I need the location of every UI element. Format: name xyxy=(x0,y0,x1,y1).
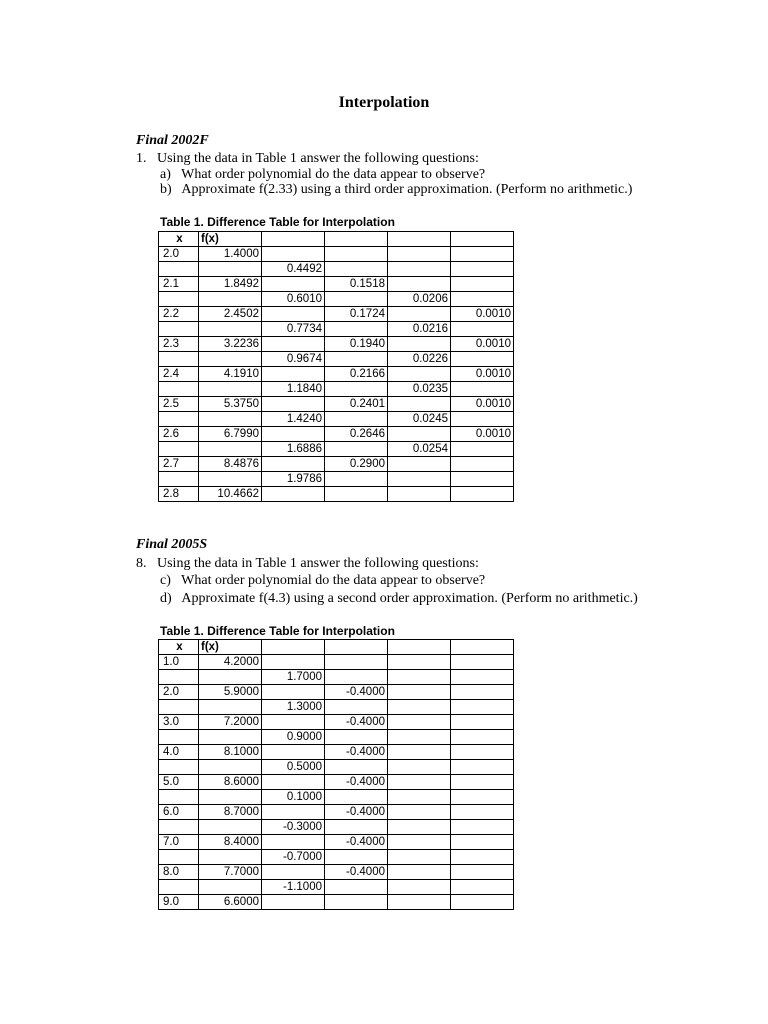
table-cell: 3.0 xyxy=(159,715,199,730)
table-row xyxy=(159,382,514,397)
table-cell xyxy=(388,277,451,292)
table-cell xyxy=(199,820,262,835)
table-cell xyxy=(159,880,199,895)
table-cell xyxy=(451,322,514,337)
table-row xyxy=(159,322,514,337)
table-cell: -1.1000 xyxy=(262,880,325,895)
table-cell: 8.4000 xyxy=(199,835,262,850)
table-cell: 0.2401 xyxy=(325,397,388,412)
table-cell xyxy=(451,775,514,790)
table-cell xyxy=(199,730,262,745)
table-row xyxy=(159,247,514,262)
table-cell xyxy=(325,382,388,397)
table-cell xyxy=(262,487,325,502)
table-cell: 2.0 xyxy=(159,247,199,262)
question-1 xyxy=(136,151,479,167)
table-cell xyxy=(451,352,514,367)
table-cell xyxy=(325,880,388,895)
table-cell: 1.4000 xyxy=(199,247,262,262)
table-row xyxy=(159,880,514,895)
table-cell xyxy=(451,880,514,895)
table-row xyxy=(159,745,514,760)
table-cell xyxy=(159,670,199,685)
table-cell: 0.0206 xyxy=(388,292,451,307)
table-cell: 5.0 xyxy=(159,775,199,790)
table-cell xyxy=(325,850,388,865)
table-row xyxy=(159,805,514,820)
table-cell: 0.5000 xyxy=(262,760,325,775)
table-row xyxy=(159,670,514,685)
table-cell xyxy=(451,262,514,277)
table-header-cell: f(x) xyxy=(199,232,262,247)
table-cell xyxy=(388,745,451,760)
table-caption: Table 1. Difference Table for Interpolation xyxy=(160,624,395,638)
table-cell: 0.9000 xyxy=(262,730,325,745)
table-cell xyxy=(388,835,451,850)
table-cell xyxy=(451,835,514,850)
table-cell xyxy=(262,835,325,850)
table-cell xyxy=(199,322,262,337)
table-cell: 4.0 xyxy=(159,745,199,760)
table-cell xyxy=(451,790,514,805)
table-header-cell: f(x) xyxy=(199,640,262,655)
table-cell xyxy=(159,472,199,487)
table-cell xyxy=(199,880,262,895)
table-cell: 0.9674 xyxy=(262,352,325,367)
table-header-cell xyxy=(325,232,388,247)
table-row xyxy=(159,790,514,805)
table-cell xyxy=(159,760,199,775)
table-cell xyxy=(388,397,451,412)
table-cell xyxy=(325,412,388,427)
table-caption: Table 1. Difference Table for Interpolation xyxy=(160,215,395,229)
table-cell xyxy=(262,775,325,790)
table-cell: 0.0010 xyxy=(451,337,514,352)
table-cell xyxy=(325,292,388,307)
table-row xyxy=(159,820,514,835)
table-cell xyxy=(388,805,451,820)
table-cell xyxy=(451,412,514,427)
table-cell xyxy=(388,850,451,865)
table-cell: -0.3000 xyxy=(262,820,325,835)
table-cell xyxy=(388,715,451,730)
part-label: d) xyxy=(160,591,172,606)
part-label: a) xyxy=(160,167,171,182)
table-cell xyxy=(159,790,199,805)
table-cell xyxy=(262,247,325,262)
table-cell xyxy=(159,382,199,397)
table-cell: 4.2000 xyxy=(199,655,262,670)
table-header-cell xyxy=(325,640,388,655)
table-cell xyxy=(451,715,514,730)
question-8 xyxy=(136,556,479,572)
table-cell xyxy=(199,760,262,775)
table-cell xyxy=(199,670,262,685)
table-cell: 1.6886 xyxy=(262,442,325,457)
table-cell xyxy=(159,292,199,307)
table-cell xyxy=(325,322,388,337)
table-row xyxy=(159,487,514,502)
table-cell xyxy=(451,850,514,865)
table-cell xyxy=(388,895,451,910)
table-cell xyxy=(388,337,451,352)
table-cell xyxy=(388,487,451,502)
table-row xyxy=(159,655,514,670)
table-cell xyxy=(199,352,262,367)
table-cell xyxy=(388,865,451,880)
part-text: What order polynomial do the data appear to observe? xyxy=(181,167,486,182)
table-cell xyxy=(325,895,388,910)
table-cell: 0.1518 xyxy=(325,277,388,292)
table-row xyxy=(159,730,514,745)
table-cell: 2.6 xyxy=(159,427,199,442)
table-cell: 1.0 xyxy=(159,655,199,670)
table-cell xyxy=(325,700,388,715)
table-cell xyxy=(199,850,262,865)
table-cell: 0.1000 xyxy=(262,790,325,805)
table-cell xyxy=(451,805,514,820)
table-cell xyxy=(262,427,325,442)
question-text: Using the data in Table 1 answer the following questions: xyxy=(157,151,479,166)
table-cell xyxy=(159,442,199,457)
table-row xyxy=(159,292,514,307)
table-cell: 2.4502 xyxy=(199,307,262,322)
table-cell: 2.1 xyxy=(159,277,199,292)
table-cell xyxy=(262,865,325,880)
table-cell: 9.0 xyxy=(159,895,199,910)
table-header-cell xyxy=(262,640,325,655)
table-row xyxy=(159,397,514,412)
table-cell xyxy=(388,880,451,895)
table-cell xyxy=(325,472,388,487)
table-cell xyxy=(199,262,262,277)
table-header-cell xyxy=(388,640,451,655)
table-row xyxy=(159,427,514,442)
table-cell xyxy=(388,472,451,487)
table-cell: 8.1000 xyxy=(199,745,262,760)
table-header-cell: x xyxy=(159,640,199,655)
table-cell xyxy=(388,307,451,322)
table-cell xyxy=(262,715,325,730)
table-cell: 2.0 xyxy=(159,685,199,700)
table-cell xyxy=(451,685,514,700)
table-cell xyxy=(451,865,514,880)
question-number: 1. xyxy=(136,151,147,166)
table-header-row xyxy=(159,640,514,655)
table-cell: -0.7000 xyxy=(262,850,325,865)
table-cell: -0.4000 xyxy=(325,835,388,850)
table-cell xyxy=(325,655,388,670)
table-cell: 2.5 xyxy=(159,397,199,412)
table-row xyxy=(159,685,514,700)
table-cell: 8.4876 xyxy=(199,457,262,472)
table-cell xyxy=(159,352,199,367)
table-cell xyxy=(262,655,325,670)
table-cell: 0.0226 xyxy=(388,352,451,367)
table-cell: 0.0235 xyxy=(388,382,451,397)
table-cell: 8.7000 xyxy=(199,805,262,820)
table-cell xyxy=(325,442,388,457)
table-cell: -0.4000 xyxy=(325,715,388,730)
table-cell: 0.0010 xyxy=(451,307,514,322)
table-cell xyxy=(325,352,388,367)
table-cell xyxy=(262,895,325,910)
table-cell xyxy=(325,247,388,262)
table-cell xyxy=(388,262,451,277)
table-cell xyxy=(325,790,388,805)
table-cell: 4.1910 xyxy=(199,367,262,382)
question-part-c xyxy=(160,573,485,589)
table-cell: 0.0010 xyxy=(451,427,514,442)
table-cell xyxy=(262,745,325,760)
table-header-cell: x xyxy=(159,232,199,247)
table-cell: 2.4 xyxy=(159,367,199,382)
table-cell: 8.6000 xyxy=(199,775,262,790)
table-cell xyxy=(388,775,451,790)
table-cell xyxy=(388,427,451,442)
question-part-d xyxy=(160,591,638,607)
table-row xyxy=(159,850,514,865)
table-cell: 0.6010 xyxy=(262,292,325,307)
table-cell xyxy=(451,745,514,760)
table-cell xyxy=(451,655,514,670)
table-cell: 0.2646 xyxy=(325,427,388,442)
table-row xyxy=(159,262,514,277)
table-cell: -0.4000 xyxy=(325,805,388,820)
table-header-cell xyxy=(262,232,325,247)
table-cell xyxy=(325,262,388,277)
table-cell xyxy=(159,262,199,277)
table-cell xyxy=(262,457,325,472)
table-cell: 1.3000 xyxy=(262,700,325,715)
table-cell: 0.4492 xyxy=(262,262,325,277)
table-cell xyxy=(325,820,388,835)
table-cell xyxy=(451,442,514,457)
table-cell xyxy=(199,472,262,487)
table-cell: 1.4240 xyxy=(262,412,325,427)
part-label: b) xyxy=(160,182,172,197)
table-cell xyxy=(159,820,199,835)
table-row xyxy=(159,472,514,487)
table-cell xyxy=(388,790,451,805)
table-cell: 7.7000 xyxy=(199,865,262,880)
table-cell: -0.4000 xyxy=(325,775,388,790)
table-cell xyxy=(388,457,451,472)
table-cell: 6.7990 xyxy=(199,427,262,442)
table-cell xyxy=(159,700,199,715)
section-heading-final-2005s: Final 2005S xyxy=(136,537,208,552)
table-cell xyxy=(262,685,325,700)
table-cell: 7.2000 xyxy=(199,715,262,730)
table-cell xyxy=(199,442,262,457)
table-cell xyxy=(451,760,514,775)
table-cell xyxy=(199,790,262,805)
table-cell xyxy=(451,670,514,685)
section-heading-final-2002f: Final 2002F xyxy=(136,133,209,148)
table-cell xyxy=(262,337,325,352)
table-cell xyxy=(388,670,451,685)
table-row xyxy=(159,895,514,910)
table-cell: 0.1724 xyxy=(325,307,388,322)
question-number: 8. xyxy=(136,556,147,571)
table-cell xyxy=(451,730,514,745)
part-text: What order polynomial do the data appear to observe? xyxy=(181,573,486,588)
table-cell: 8.0 xyxy=(159,865,199,880)
table-header-cell xyxy=(388,232,451,247)
table-row xyxy=(159,352,514,367)
table-cell: 1.7000 xyxy=(262,670,325,685)
part-label: c) xyxy=(160,573,171,588)
table-cell xyxy=(451,820,514,835)
table-cell: 0.0010 xyxy=(451,397,514,412)
table-cell: 0.1940 xyxy=(325,337,388,352)
part-text: Approximate f(2.33) using a third order approximation. (Perform no arithmetic.) xyxy=(181,182,633,197)
table-cell xyxy=(262,277,325,292)
table-cell xyxy=(451,472,514,487)
table-cell: 1.8492 xyxy=(199,277,262,292)
table-cell: 2.3 xyxy=(159,337,199,352)
table-row xyxy=(159,412,514,427)
table-cell xyxy=(451,700,514,715)
table-cell xyxy=(451,895,514,910)
table-cell: 10.4662 xyxy=(199,487,262,502)
difference-table-2005s xyxy=(158,639,514,910)
page-title: Interpolation xyxy=(338,94,430,111)
table-row xyxy=(159,760,514,775)
table-cell xyxy=(451,382,514,397)
table-cell: 0.0254 xyxy=(388,442,451,457)
table-cell: 2.8 xyxy=(159,487,199,502)
table-cell xyxy=(159,412,199,427)
table-cell: 2.7 xyxy=(159,457,199,472)
table-cell xyxy=(262,805,325,820)
table-cell: 6.6000 xyxy=(199,895,262,910)
table-cell xyxy=(262,397,325,412)
table-header-cell xyxy=(451,232,514,247)
table-cell xyxy=(388,760,451,775)
difference-table-2002f xyxy=(158,231,514,502)
table-cell: 0.2166 xyxy=(325,367,388,382)
table-cell xyxy=(159,850,199,865)
table-row xyxy=(159,700,514,715)
table-cell xyxy=(388,655,451,670)
table-cell xyxy=(388,247,451,262)
table-cell: 7.0 xyxy=(159,835,199,850)
table-cell: 5.9000 xyxy=(199,685,262,700)
table-cell xyxy=(262,307,325,322)
table-cell xyxy=(199,292,262,307)
table-row xyxy=(159,865,514,880)
table-cell: 1.1840 xyxy=(262,382,325,397)
table-row xyxy=(159,277,514,292)
table-cell xyxy=(388,700,451,715)
table-row xyxy=(159,715,514,730)
table-cell xyxy=(199,700,262,715)
question-text: Using the data in Table 1 answer the following questions: xyxy=(157,556,479,571)
table-cell xyxy=(451,457,514,472)
table-cell: 0.0010 xyxy=(451,367,514,382)
table-cell: 5.3750 xyxy=(199,397,262,412)
table-cell: 0.0245 xyxy=(388,412,451,427)
table-row xyxy=(159,457,514,472)
table-cell xyxy=(199,382,262,397)
table-header-row xyxy=(159,232,514,247)
table-cell: 2.2 xyxy=(159,307,199,322)
question-part-b xyxy=(160,182,632,198)
table-row xyxy=(159,775,514,790)
table-row xyxy=(159,337,514,352)
table-cell xyxy=(451,292,514,307)
table-cell: -0.4000 xyxy=(325,745,388,760)
part-text: Approximate f(4.3) using a second order approximation. (Perform no arithmetic.) xyxy=(181,591,638,606)
table-cell: 0.7734 xyxy=(262,322,325,337)
table-row xyxy=(159,367,514,382)
table-cell: 0.0216 xyxy=(388,322,451,337)
table-cell xyxy=(262,367,325,382)
table-row xyxy=(159,307,514,322)
table-cell: -0.4000 xyxy=(325,685,388,700)
table-cell xyxy=(388,367,451,382)
table-cell xyxy=(159,730,199,745)
table-cell xyxy=(388,685,451,700)
table-row xyxy=(159,835,514,850)
table-cell: 3.2236 xyxy=(199,337,262,352)
table-cell xyxy=(199,412,262,427)
table-cell xyxy=(388,820,451,835)
table-cell xyxy=(325,730,388,745)
question-part-a xyxy=(160,167,485,183)
table-cell xyxy=(451,277,514,292)
table-cell xyxy=(159,322,199,337)
table-header-cell xyxy=(451,640,514,655)
table-row xyxy=(159,442,514,457)
table-cell: 6.0 xyxy=(159,805,199,820)
table-cell xyxy=(451,487,514,502)
table-cell: 1.9786 xyxy=(262,472,325,487)
table-cell xyxy=(451,247,514,262)
table-cell: -0.4000 xyxy=(325,865,388,880)
table-cell xyxy=(325,487,388,502)
table-cell xyxy=(325,670,388,685)
table-cell: 0.2900 xyxy=(325,457,388,472)
table-cell xyxy=(325,760,388,775)
table-cell xyxy=(388,730,451,745)
